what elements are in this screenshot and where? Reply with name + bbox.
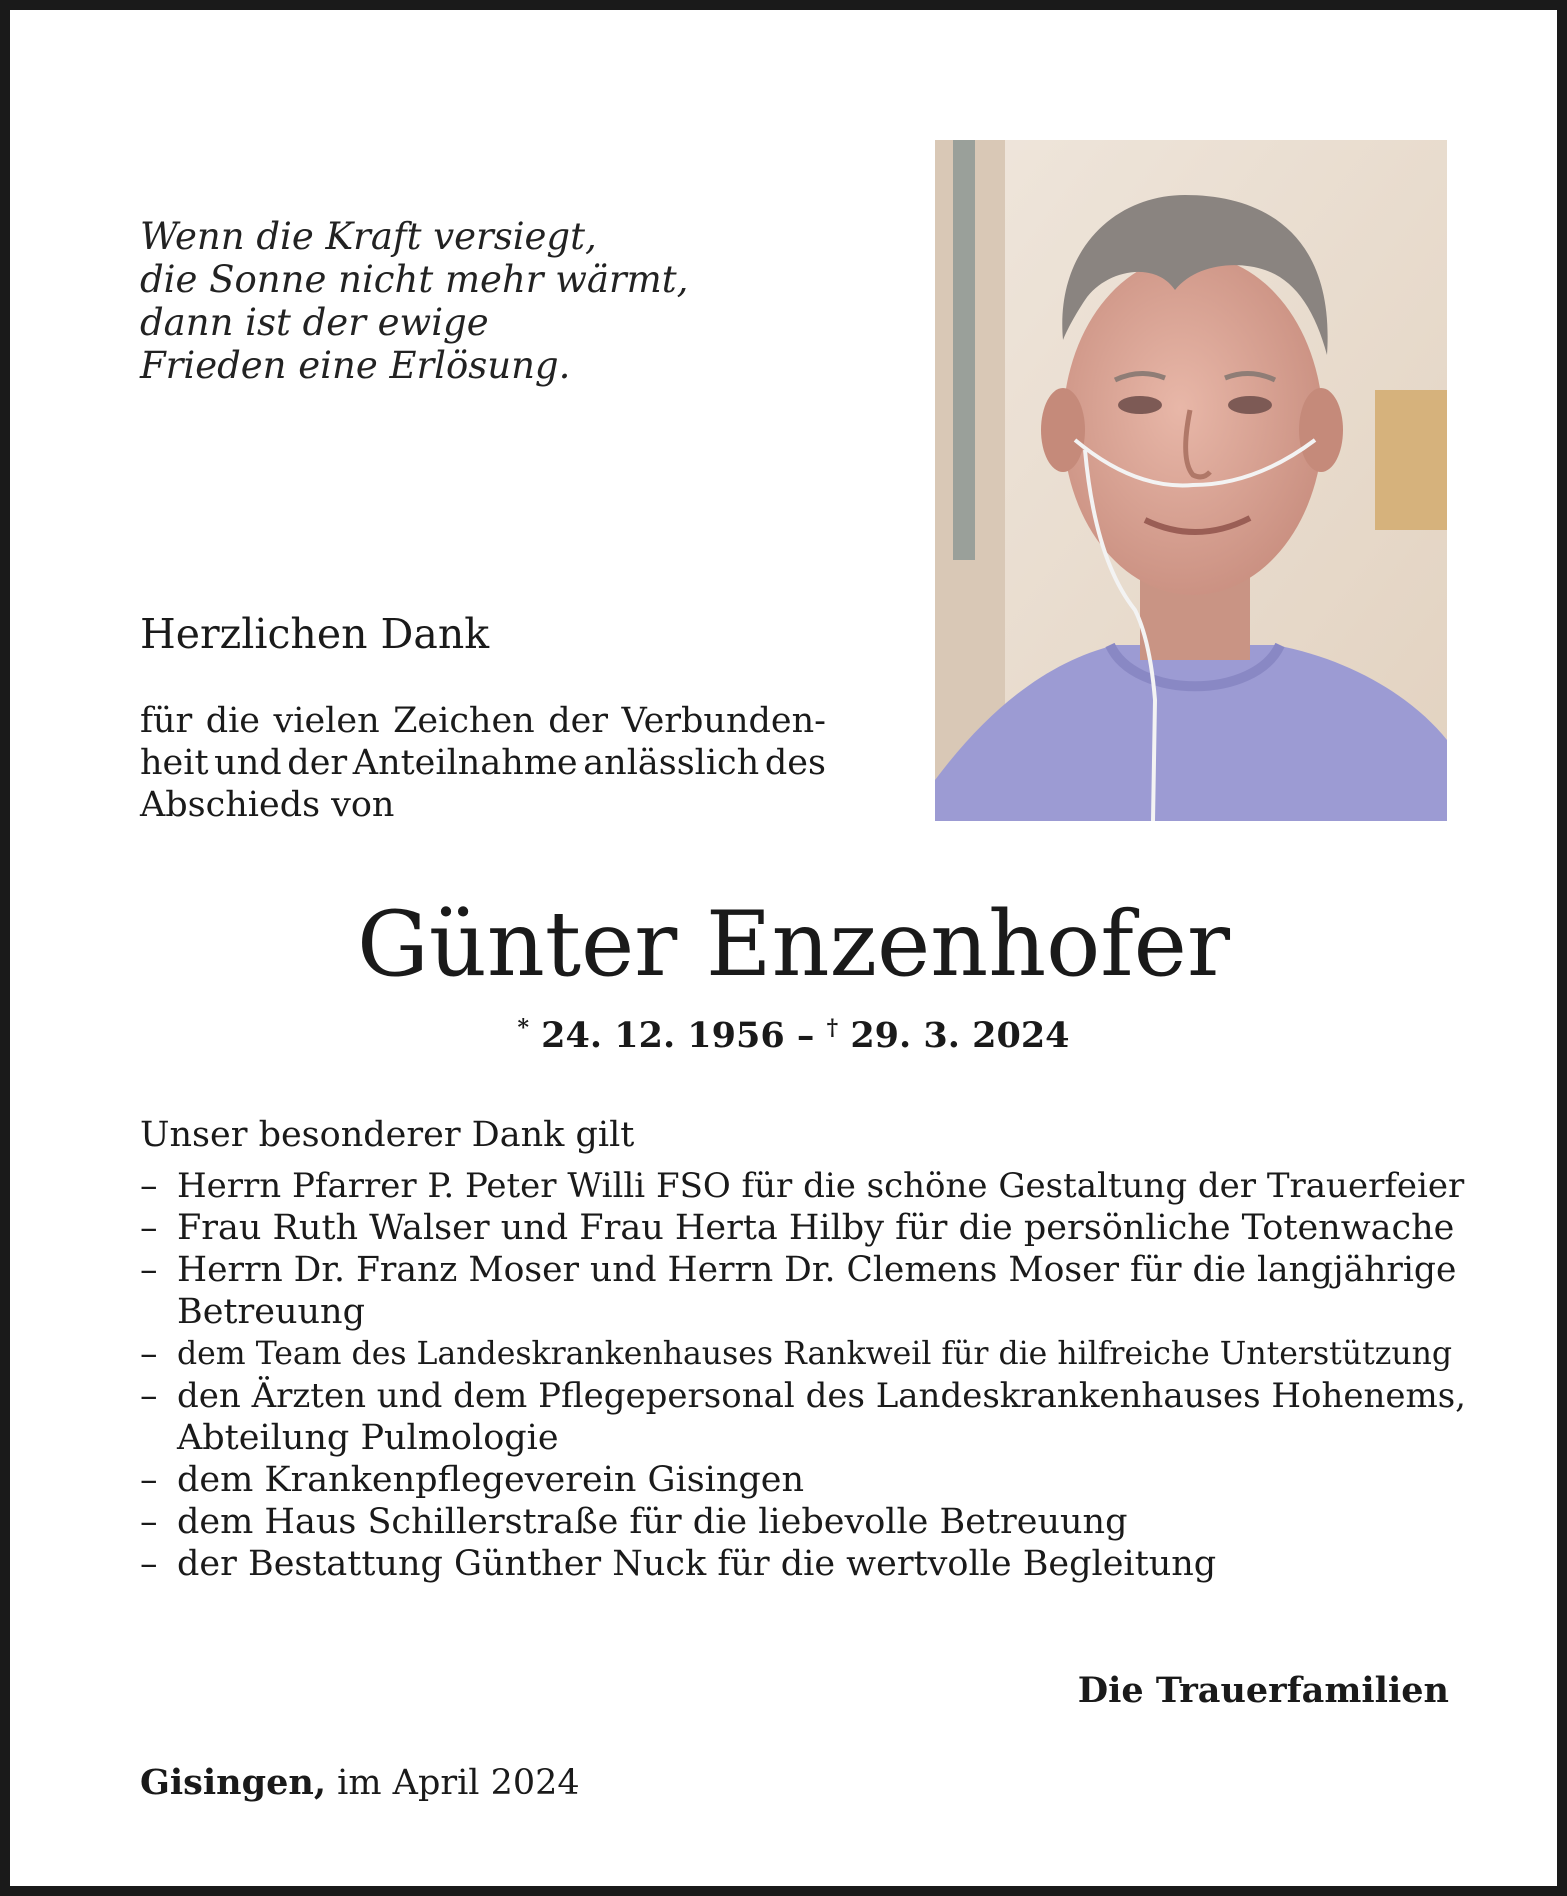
list-item-text: dem Haus Schillerstraße für die liebevolle Betreuung [177,1502,1128,1542]
signature: Die Trauerfamilien [1077,1670,1449,1711]
birth-date: 24. 12. 1956 [541,1015,785,1056]
intro-line [140,700,826,742]
list-item [140,1165,1468,1207]
list-item-text: den Ärzten und dem Pflegepersonal des Landeskrankenhauses Hohenems, [177,1376,1466,1416]
list-dash: – [140,1544,158,1584]
intro-word: Anteilnahme [352,743,578,783]
intro-word: der [287,743,348,783]
thanks-intro-paragraph [140,700,826,826]
list-dash: – [140,1376,158,1416]
list-item-continuation: Betreuung [177,1292,365,1332]
list-dash: – [140,1166,158,1206]
thanks-list [140,1165,1468,1585]
intro-word: des [764,743,826,783]
list-dash: – [140,1334,158,1374]
birth-symbol: * [517,1015,529,1041]
quote-line: Frieden eine Erlösung. [140,344,571,387]
list-item-text: dem Krankenpflegeverein Gisingen [177,1460,805,1500]
place-date [140,1762,580,1803]
list-item-text: Frau Ruth Walser und Frau Herta Hilby für die persönliche Totenwache [177,1208,1455,1248]
memorial-quote [140,215,688,387]
quote-line: die Sonne nicht mehr wärmt, [140,258,689,301]
list-item-text: der Bestattung Günther Nuck für die wertvolle Begleitung [177,1544,1217,1584]
portrait-illustration [935,140,1447,821]
death-date: 29. 3. 2024 [850,1015,1070,1056]
portrait-photo [935,140,1447,821]
list-item [140,1501,1468,1543]
quote-line: dann ist der ewige [140,301,489,344]
date-separator: – [796,1015,815,1056]
deceased-name: Günter Enzenhofer [357,892,1230,997]
intro-word: Abschieds [140,785,321,825]
death-symbol: † [826,1015,839,1041]
place-month: im April 2024 [337,1763,580,1803]
list-dash: – [140,1250,158,1290]
intro-word: Zeichen [393,701,535,741]
intro-word: die [205,701,261,741]
list-item-text: Herrn Pfarrer P. Peter Willi FSO für die schöne Gestaltung der Trauerfeier [177,1166,1465,1206]
intro-word: Verbunden- [621,701,826,741]
intro-word: und [214,743,282,783]
list-item [140,1249,1468,1333]
list-dash: – [140,1502,158,1542]
life-dates [10,1015,1567,1056]
intro-word: von [331,785,395,825]
list-item [140,1333,1468,1375]
list-dash: – [140,1460,158,1500]
list-item [140,1543,1468,1585]
special-thanks-intro: Unser besonderer Dank gilt [140,1115,635,1155]
intro-word: vielen [273,701,380,741]
list-item [140,1459,1468,1501]
quote-line: Wenn die Kraft versiegt, [140,215,597,258]
place-town: Gisingen, [140,1762,327,1803]
intro-word: heit [140,743,209,783]
list-item-continuation: Abteilung Pulmologie [177,1418,559,1458]
intro-word: anlässlich [583,743,760,783]
list-item-text: Herrn Dr. Franz Moser und Herrn Dr. Clemens Moser für die langjährige [177,1250,1457,1290]
list-item [140,1207,1468,1249]
list-dash: – [140,1208,158,1248]
thanks-heading: Herzlichen Dank [140,610,490,658]
intro-word: für [140,701,193,741]
intro-line [140,742,826,784]
intro-word: der [548,701,609,741]
list-item [140,1375,1468,1459]
list-item-text: dem Team des Landeskrankenhauses Rankweil für die hilfreiche Unterstützung [177,1336,1453,1372]
intro-line [140,784,826,826]
